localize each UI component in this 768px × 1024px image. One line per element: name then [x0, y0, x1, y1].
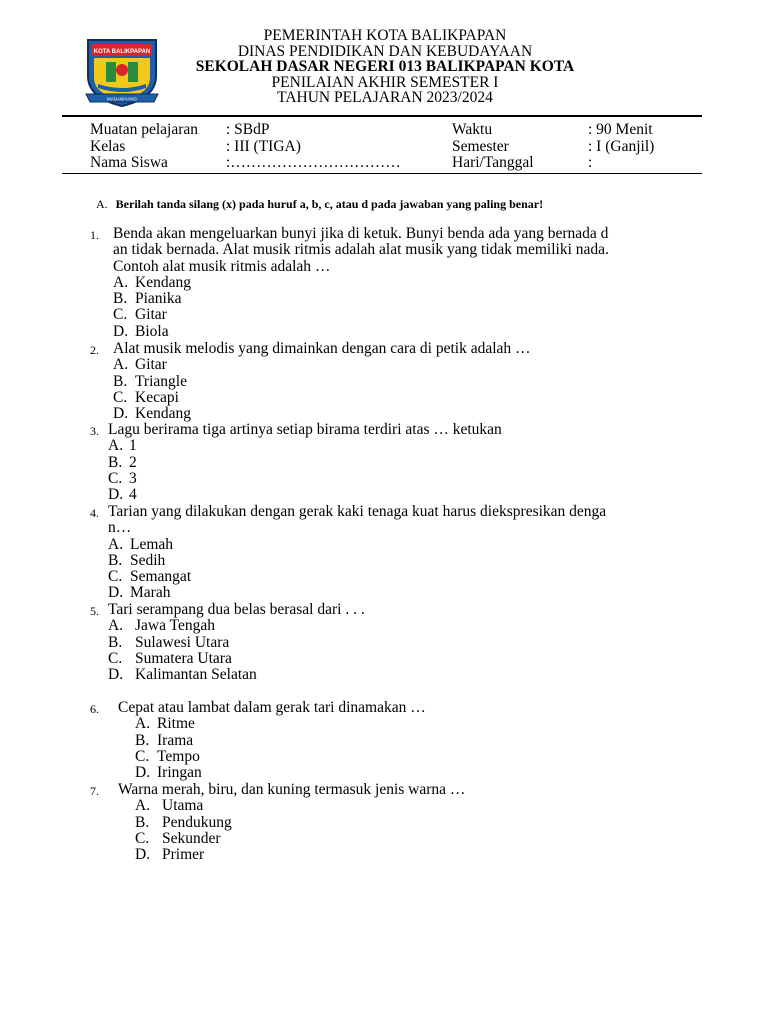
answer-option[interactable] — [108, 438, 502, 454]
question-body — [108, 504, 606, 602]
option-letter: C. — [108, 568, 123, 586]
answer-options — [108, 618, 365, 683]
option-text: Jawa Tengah — [135, 617, 215, 635]
option-letter: A. — [135, 797, 151, 815]
option-text: 2 — [129, 453, 137, 471]
question-body — [108, 422, 502, 503]
option-letter: C. — [108, 649, 123, 667]
info-value: : I (Ganjil) — [588, 137, 655, 155]
option-letter: A. — [113, 273, 129, 291]
option-letter: B. — [108, 633, 123, 651]
answer-options — [108, 537, 606, 602]
option-text: Tempo — [157, 747, 200, 765]
option-text: Lemah — [130, 535, 174, 553]
answer-option[interactable] — [113, 275, 609, 291]
answer-option[interactable] — [108, 569, 606, 585]
option-letter: D. — [113, 405, 129, 423]
question-number: 4. — [90, 506, 99, 520]
option-text: Pianika — [135, 290, 182, 308]
answer-options — [135, 798, 465, 863]
header-line-4: PENILAIAN AKHIR SEMESTER I — [271, 73, 499, 91]
option-text: 1 — [129, 437, 137, 455]
header-divider-bottom — [62, 173, 702, 174]
question-text: Warna merah, biru, dan kuning termasuk jenis warna … — [118, 781, 466, 798]
option-letter: C. — [113, 306, 128, 324]
option-text: Kalimantan Selatan — [135, 666, 257, 684]
option-text: Biola — [135, 322, 169, 340]
option-text: Marah — [130, 584, 171, 602]
option-text: Utama — [162, 797, 204, 815]
question-number: 5. — [90, 604, 99, 618]
question-number: 2. — [90, 343, 99, 357]
question-text: n… — [108, 519, 132, 537]
option-letter: D. — [108, 486, 124, 504]
answer-option[interactable] — [113, 291, 609, 307]
option-text: Kendang — [135, 405, 191, 423]
option-text: Gitar — [135, 306, 167, 324]
header-line-5: TAHUN PELAJARAN 2023/2024 — [277, 89, 493, 106]
answer-option[interactable] — [113, 374, 531, 390]
option-letter: A. — [108, 437, 124, 455]
section-letter: A. — [96, 197, 108, 211]
option-letter: B. — [135, 813, 150, 831]
info-label: Nama Siswa — [90, 154, 168, 171]
option-text: Ritme — [157, 715, 195, 733]
answer-options — [113, 275, 609, 340]
option-letter: A. — [113, 356, 129, 374]
answer-option[interactable] — [113, 357, 531, 373]
question-text: Benda akan mengeluarkan bunyi jika di ketuk. Bunyi benda ada yang bernada d — [113, 225, 609, 242]
answer-option[interactable] — [108, 635, 365, 651]
question-text: Lagu berirama tiga artinya setiap birama terdiri atas … ketukan — [108, 421, 502, 438]
answer-option[interactable] — [135, 831, 465, 847]
section-instruction — [96, 197, 543, 212]
info-value: : SBdP — [226, 121, 270, 138]
logo-bottom-text: MADANIYANG — [107, 96, 137, 102]
info-value: : III (TIGA) — [226, 137, 301, 155]
answer-option[interactable] — [108, 537, 606, 553]
info-row — [90, 155, 710, 172]
option-letter: A. — [135, 715, 151, 733]
answer-option[interactable] — [113, 324, 609, 340]
answer-option[interactable] — [108, 618, 365, 634]
option-letter: D. — [135, 764, 151, 782]
info-value: :…………………………… — [226, 154, 401, 171]
info-row — [90, 122, 710, 139]
letterhead — [160, 28, 610, 106]
option-letter: C. — [108, 469, 123, 487]
info-value: : 90 Menit — [588, 121, 653, 138]
answer-options — [135, 716, 426, 781]
answer-option[interactable] — [108, 553, 606, 569]
question-text: Cepat atau lambat dalam gerak tari dinamakan … — [118, 699, 426, 716]
option-text: 3 — [129, 469, 137, 487]
answer-option[interactable] — [108, 667, 365, 683]
answer-option[interactable] — [113, 390, 531, 406]
option-letter: C. — [135, 747, 150, 765]
question-text: an tidak bernada. Alat musik ritmis adalah alat musik yang tidak memiliki nada. — [113, 241, 609, 259]
option-text: Sulawesi Utara — [135, 633, 230, 651]
question-text: Tari serampang dua belas berasal dari . . . — [108, 601, 365, 618]
option-text: Sedih — [130, 551, 166, 569]
option-letter: C. — [113, 388, 128, 406]
option-letter: A. — [108, 617, 124, 635]
answer-option[interactable] — [135, 798, 465, 814]
header-line-1: PEMERINTAH KOTA BALIKPAPAN — [263, 27, 507, 44]
option-text: Sumatera Utara — [135, 649, 232, 667]
answer-options — [113, 357, 531, 422]
info-label: Waktu — [452, 121, 493, 138]
option-letter: C. — [135, 829, 150, 847]
city-logo — [82, 36, 162, 108]
option-text: Pendukung — [162, 813, 232, 831]
info-row — [90, 139, 710, 156]
header-line-2: DINAS PENDIDIKAN DAN KEBUDAYAAN — [237, 42, 533, 60]
question-text: Contoh alat musik ritmis adalah … — [113, 257, 331, 275]
option-letter: D. — [108, 666, 124, 684]
answer-option[interactable] — [108, 585, 606, 601]
answer-option[interactable] — [108, 471, 502, 487]
answer-option[interactable] — [108, 455, 502, 471]
option-text: 4 — [129, 486, 137, 504]
question-body — [108, 602, 365, 683]
answer-option[interactable] — [135, 716, 426, 732]
question-number: 3. — [90, 424, 99, 438]
answer-option[interactable] — [135, 765, 426, 781]
option-text: Kecapi — [135, 388, 179, 406]
option-letter: A. — [108, 535, 124, 553]
question-body — [118, 782, 465, 863]
option-text: Gitar — [135, 356, 167, 374]
option-text: Kendang — [135, 273, 191, 291]
instruction-text: Berilah tanda silang (x) pada huruf a, b, c, atau d pada jawaban yang paling benar! — [115, 197, 544, 211]
option-text: Iringan — [157, 764, 202, 782]
option-text: Irama — [157, 731, 194, 749]
option-text: Semangat — [130, 568, 192, 586]
question-body — [113, 341, 531, 422]
header-school-name: SEKOLAH DASAR NEGERI 013 BALIKPAPAN KOTA — [195, 58, 575, 75]
question-text: Alat musik melodis yang dimainkan dengan cara di petik adalah … — [113, 340, 531, 357]
answer-options — [108, 438, 502, 503]
option-letter: B. — [108, 551, 123, 569]
answer-option[interactable] — [135, 815, 465, 831]
question-number: 6. — [90, 702, 99, 716]
option-letter: D. — [135, 846, 151, 864]
info-label: Muatan pelajaran — [90, 121, 199, 138]
question-body — [113, 226, 609, 340]
answer-option[interactable] — [135, 847, 465, 863]
info-label: Semester — [452, 137, 509, 155]
question-number: 7. — [90, 784, 99, 798]
option-letter: B. — [113, 372, 128, 390]
question-body — [118, 700, 426, 781]
answer-option[interactable] — [135, 749, 426, 765]
option-letter: B. — [113, 290, 128, 308]
answer-option[interactable] — [113, 307, 609, 323]
info-value: : — [588, 154, 593, 171]
question-text: Tarian yang dilakukan dengan gerak kaki tenaga kuat harus diekspresikan denga — [108, 503, 607, 520]
option-letter: B. — [135, 731, 150, 749]
answer-option[interactable] — [108, 487, 502, 503]
answer-option[interactable] — [135, 733, 426, 749]
info-label: Kelas — [90, 137, 126, 155]
header-divider-top — [62, 115, 702, 117]
question-number: 1. — [90, 228, 99, 242]
answer-option[interactable] — [108, 651, 365, 667]
option-text: Sekunder — [162, 829, 221, 847]
logo-top-text: KOTA BALIKPAPAN — [93, 49, 151, 55]
option-text: Triangle — [135, 372, 187, 390]
option-letter: B. — [108, 453, 123, 471]
option-letter: D. — [113, 322, 129, 340]
option-letter: D. — [108, 584, 124, 602]
info-label: Hari/Tanggal — [452, 154, 534, 171]
option-text: Primer — [162, 846, 205, 864]
exam-info-table — [90, 122, 710, 172]
